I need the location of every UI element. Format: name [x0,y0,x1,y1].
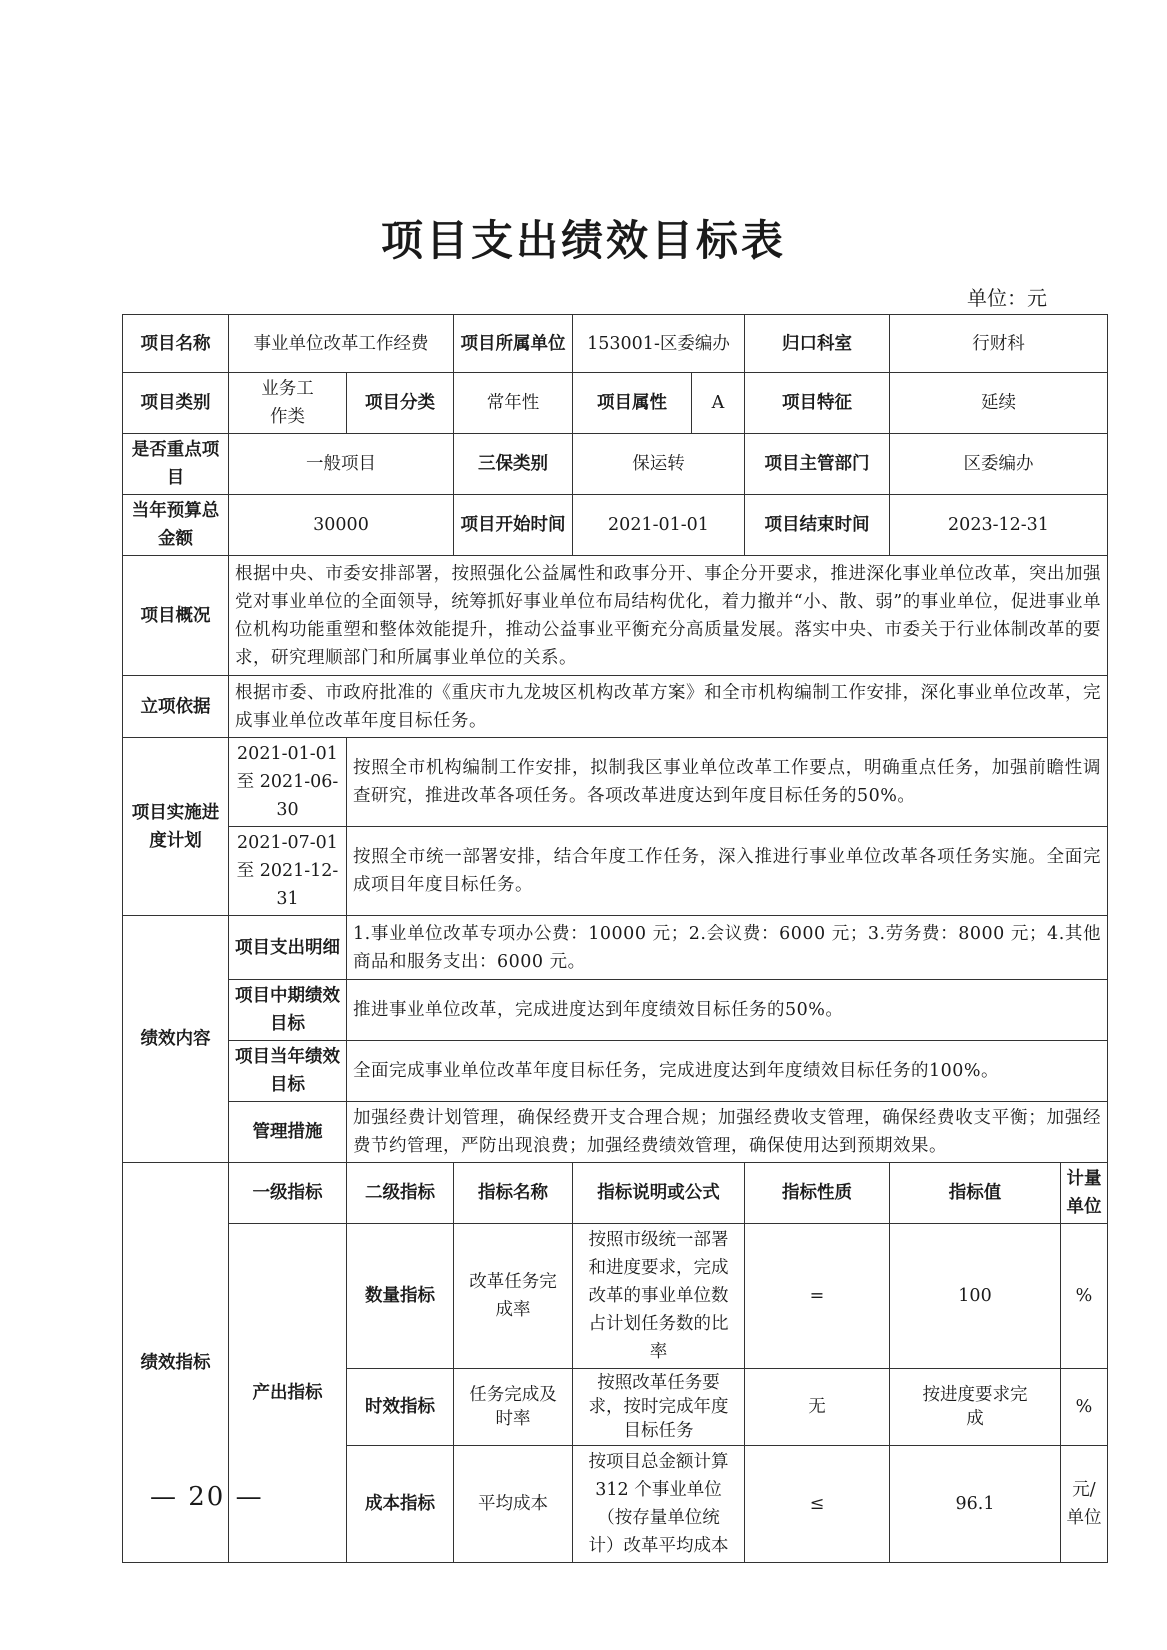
plan-text: 按照全市机构编制工作安排，拟制我区事业单位改革工作要点，明确重点任务，加强前瞻性调查研究，推进改革各项任务。各项改革进度达到年度目标任务的50%。 [347,738,1108,827]
project-name-label: 项目名称 [123,315,229,373]
perf-content-label: 绩效内容 [123,916,229,1163]
indicator-desc: 按照改革任务要求，按时完成年度目标任务 [573,1369,745,1446]
level1-indicator: 产出指标 [229,1224,347,1563]
indicator-value: 96.1 [890,1446,1061,1563]
indicators-label: 绩效指标 [123,1163,229,1563]
budget-label: 当年预算总金额 [123,495,229,556]
perf-content-item-label: 项目当年绩效目标 [229,1041,347,1102]
indicator-unit: % [1061,1369,1108,1446]
perf-content-item-text: 加强经费计划管理，确保经费开支合理合规；加强经费收支管理，确保经费收支平衡；加强经费节约管理，严防出现浪费；加强经费绩效管理，确保使用达到预期效果。 [347,1102,1108,1163]
key-project-label: 是否重点项目 [123,434,229,495]
indicator-nature: 无 [745,1369,890,1446]
basis-text: 根据市委、市政府批准的《重庆市九龙坡区机构改革方案》和全市机构编制工作安排，深化事业单位改革，完成事业单位改革年度目标任务。 [229,676,1108,738]
indicator-header: 指标值 [890,1163,1061,1224]
indicator-nature: = [745,1224,890,1369]
unit-label: 单位：元 [967,286,1047,310]
indicator-desc: 按照市级统一部署和进度要求，完成改革的事业单位数占计划任务数的比率 [573,1224,745,1369]
feature-value: 延续 [890,373,1108,434]
project-name-value: 事业单位改革工作经费 [229,315,454,373]
guarantee-label: 三保类别 [454,434,573,495]
category-label: 项目类别 [123,373,229,434]
table-row [123,434,1108,495]
basis-label: 立项依据 [123,676,229,738]
feature-label: 项目特征 [745,373,890,434]
table-row [123,1224,1108,1369]
unit-value: 153001-区委编办 [573,315,745,373]
indicator-header: 计量单位 [1061,1163,1108,1224]
plan-period: 2021-01-01 至 2021-06-30 [229,738,347,827]
overview-text: 根据中央、市委安排部署，按照强化公益属性和政事分开、事企分开要求，推进深化事业单位改革，突出加强党对事业单位的全面领导，统筹抓好事业单位布局结构优化，着力撤并“小、散、弱”的事业单位，促进事业单位机构功能重塑和整体效能提升，推动公益事业平衡充分高质量发展。落实中央、市委关于行业体制改革的要求，研究理顺部门和所属事业单位的关系。 [229,556,1108,676]
key-project-value: 一般项目 [229,434,454,495]
perf-content-item-label: 管理措施 [229,1102,347,1163]
indicator-header: 指标性质 [745,1163,890,1224]
indicator-value: 100 [890,1224,1061,1369]
table-row [123,1041,1108,1102]
category-value: 业务工作类 [229,373,347,434]
perf-content-item-text: 1.事业单位改革专项办公费：10000 元；2.会议费：6000 元；3.劳务费：8000 元；4.其他商品和服务支出：6000 元。 [347,916,1108,980]
indicator-name: 任务完成及时率 [454,1369,573,1446]
perf-content-item-label: 项目中期绩效目标 [229,980,347,1041]
end-value: 2023-12-31 [890,495,1108,556]
table-row [123,916,1108,980]
table-row [123,556,1108,676]
classification-value: 常年性 [454,373,573,434]
office-value: 行财科 [890,315,1108,373]
indicator-header: 指标名称 [454,1163,573,1224]
indicator-unit: 元/单位 [1061,1446,1108,1563]
indicator-unit: % [1061,1224,1108,1369]
attribute-value: A [692,373,745,434]
dept-label: 项目主管部门 [745,434,890,495]
perf-content-item-text: 推进事业单位改革，完成进度达到年度绩效目标任务的50%。 [347,980,1108,1041]
plan-period: 2021-07-01 至 2021-12-31 [229,827,347,916]
performance-table [122,314,1108,1563]
table-row [123,738,1108,827]
guarantee-value: 保运转 [573,434,745,495]
table-row [123,827,1108,916]
indicator-desc: 按项目总金额计算 312 个事业单位（按存量单位统计）改革平均成本 [573,1446,745,1563]
unit-label-cell: 项目所属单位 [454,315,573,373]
start-value: 2021-01-01 [573,495,745,556]
indicator-value: 按进度要求完成 [890,1369,1061,1446]
overview-label: 项目概况 [123,556,229,676]
page-number: — 20 — [150,1482,264,1512]
level2-indicator: 成本指标 [347,1446,454,1563]
indicator-name: 平均成本 [454,1446,573,1563]
table-row [123,1163,1108,1224]
start-label: 项目开始时间 [454,495,573,556]
classification-label: 项目分类 [347,373,454,434]
level2-indicator: 数量指标 [347,1224,454,1369]
indicator-nature: ≤ [745,1446,890,1563]
end-label: 项目结束时间 [745,495,890,556]
plan-label: 项目实施进度计划 [123,738,229,916]
perf-content-item-label: 项目支出明细 [229,916,347,980]
perf-content-item-text: 全面完成事业单位改革年度目标任务，完成进度达到年度绩效目标任务的100%。 [347,1041,1108,1102]
indicator-header: 一级指标 [229,1163,347,1224]
table-row [123,1102,1108,1163]
page-title: 项目支出绩效目标表 [380,216,786,265]
plan-text: 按照全市统一部署安排，结合年度工作任务，深入推进行事业单位改革各项任务实施。全面完成项目年度目标任务。 [347,827,1108,916]
indicator-header: 二级指标 [347,1163,454,1224]
table-row [123,315,1108,373]
office-label: 归口科室 [745,315,890,373]
indicator-header: 指标说明或公式 [573,1163,745,1224]
table-row [123,373,1108,434]
budget-value: 30000 [229,495,454,556]
table-row [123,495,1108,556]
dept-value: 区委编办 [890,434,1108,495]
table-row [123,980,1108,1041]
level2-indicator: 时效指标 [347,1369,454,1446]
table-row [123,676,1108,738]
attribute-label: 项目属性 [573,373,692,434]
indicator-name: 改革任务完成率 [454,1224,573,1369]
